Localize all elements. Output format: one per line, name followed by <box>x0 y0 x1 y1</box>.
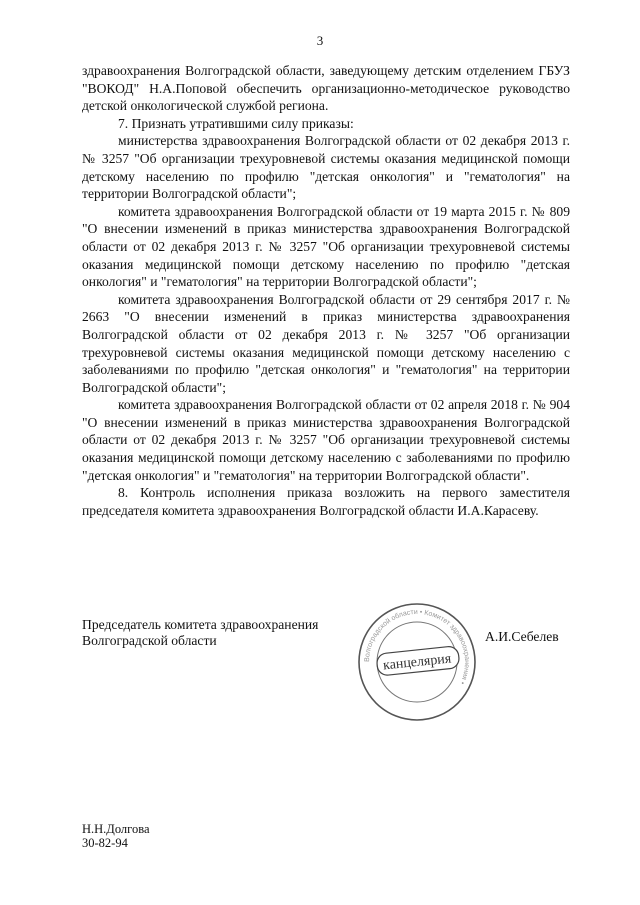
signer-name: А.И.Себелев <box>485 629 559 644</box>
executor-phone: 30-82-94 <box>82 836 128 850</box>
executor-name: Н.Н.Долгова <box>82 822 150 836</box>
paragraph-continuation: здравоохранения Волгоградской области, заведующему детским отделением ГБУЗ "ВОКОД" Н.А.Поповой обеспечить организационно-методическое руководство детской онкологической службой региона. <box>82 63 570 114</box>
signature-position-line2: Волгоградской области <box>82 633 217 648</box>
office-stamp <box>355 600 479 724</box>
signature-position-line1: Председатель комитета здравоохранения <box>82 617 319 632</box>
page-number: 3 <box>316 33 324 48</box>
stamp-ring-text: Волгоградской области • Комитет здравоохранения • <box>363 608 471 686</box>
paragraph-item-8: 8. Контроль исполнения приказа возложить на первого заместителя председателя комитета здравоохранения Волгоградской области И.А.Карасеву. <box>82 485 570 518</box>
paragraph-repealed-order-3: комитета здравоохранения Волгоградской области от 29 сентября 2017 г. № 2663 "О внесении изменений в приказ министерства здравоохранения Волгоградской области от 02 декабря 2013 г. № 3257 "Об организации трехуровневой системы оказания медицинской помощи детскому населению с заболеваниями по профилю "детская онкология" и "гематология" на территории Волгоградской области"; <box>82 291 570 395</box>
stamp-label: канцелярия <box>382 651 452 674</box>
paragraph-repealed-order-1: министерства здравоохранения Волгоградской области от 02 декабря 2013 г. № 3257 "Об организации трехуровневой системы оказания медицинской помощи детскому населению по профилю "детская онкология" и "гематология" на территории Волгоградской области"; <box>82 133 570 202</box>
document-body <box>82 62 570 519</box>
executor-block <box>82 822 150 850</box>
paragraph-repealed-order-4: комитета здравоохранения Волгоградской области от 02 апреля 2018 г. № 904 "О внесении изменений в приказ министерства здравоохранения Волгоградской области от 02 декабря 2013 г. № 3257 "Об организации трехуровневой системы оказания медицинской помощи детскому населению с заболеваниями по профилю "детская онкология" и "гематология" на территории Волгоградской области". <box>82 397 570 483</box>
paragraph-repealed-order-2: комитета здравоохранения Волгоградской области от 19 марта 2015 г. № 809 "О внесении изменений в приказ министерства здравоохранения Волгоградской области от 02 декабря 2013 г. № 3257 "Об организации трехуровневой системы оказания медицинской помощи детскому населению по профилю "детская онкология" и "гематология" на территории Волгоградской области"; <box>82 203 570 290</box>
paragraph-item-7: 7. Признать утратившими силу приказы: <box>118 115 354 131</box>
signature-position <box>82 617 318 649</box>
